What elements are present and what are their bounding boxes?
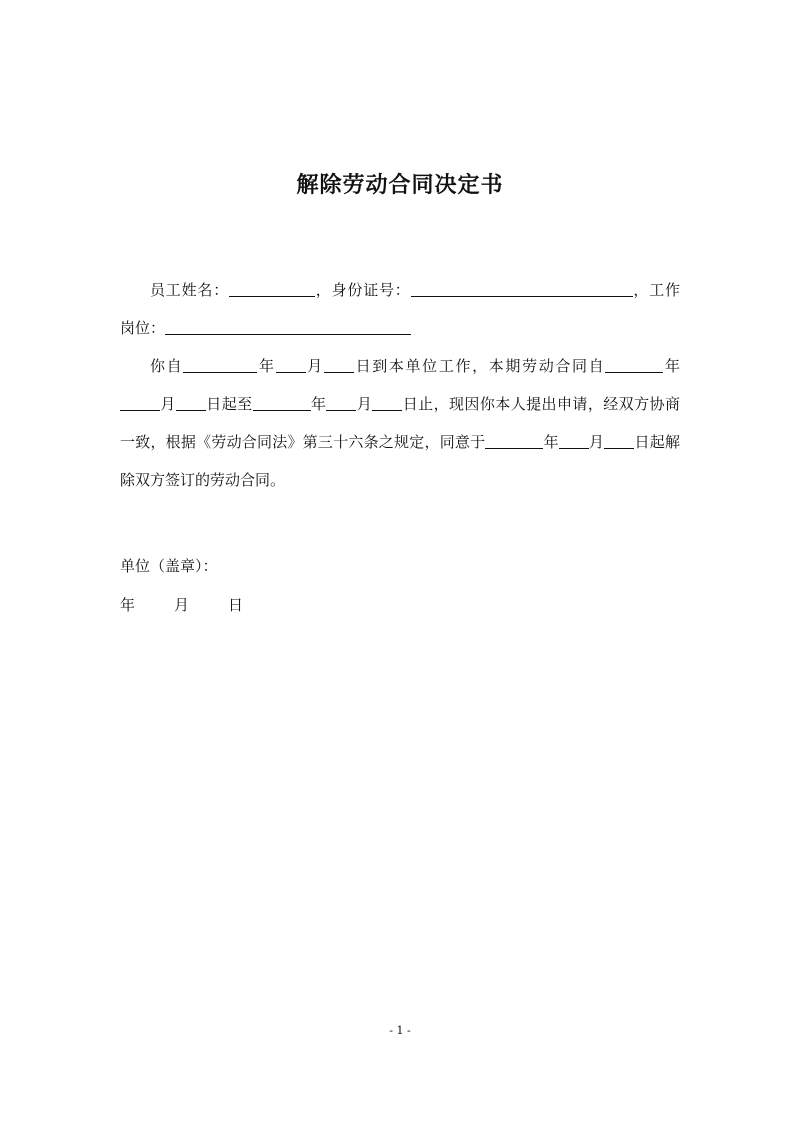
position-label: ，工作岗位： [120,281,680,337]
text-segment: 日起至 [205,395,253,413]
termination-year-blank [485,432,543,450]
text-segment: 年 [310,395,327,413]
termination-paragraph [120,347,680,499]
id-number-label: ，身份证号： [315,281,411,299]
contract-end-day-blank [372,394,402,412]
id-number-blank [411,280,633,298]
date-month-label: 月 [174,596,190,614]
text-segment: 你自 [150,357,184,375]
text-segment: 年 [257,357,276,375]
unit-seal-label: 单位（盖章）： [120,557,218,575]
text-segment: 年 [543,433,559,451]
contract-start-month-blank [120,394,160,412]
start-month-blank [276,356,306,374]
start-day-blank [324,356,354,374]
date-year-label: 年 [120,596,136,614]
text-segment: 月 [160,395,176,413]
text-segment: 月 [356,395,373,413]
employee-name-label: 员工姓名： [150,281,229,299]
text-segment: 年 [663,357,680,375]
termination-month-blank [559,432,589,450]
contract-end-year-blank [253,394,311,412]
text-segment: 日止，现因你本人提出申请，经双方协商一致，根据《劳动合同法》第三十六条之规定，同意于 [120,395,680,451]
document-title: 解除劳动合同决定书 [296,172,504,198]
signature-date [120,594,282,615]
text-segment: 月 [305,357,324,375]
text-segment: 月 [588,433,605,451]
position-blank [165,318,411,336]
start-year-blank [183,356,257,374]
contract-start-day-blank [176,394,206,412]
contract-end-month-blank [326,394,356,412]
employee-info-paragraph [120,271,680,347]
termination-day-blank [604,432,634,450]
employee-name-blank [229,280,315,298]
contract-start-year-blank [605,356,663,374]
text-segment: 日到本单位工作，本期劳动合同自 [353,357,606,375]
date-day-label: 日 [228,596,244,614]
page-number: - 1 - [389,1024,411,1037]
text-segment: 日起解除双方签订的劳动合同。 [120,433,680,489]
